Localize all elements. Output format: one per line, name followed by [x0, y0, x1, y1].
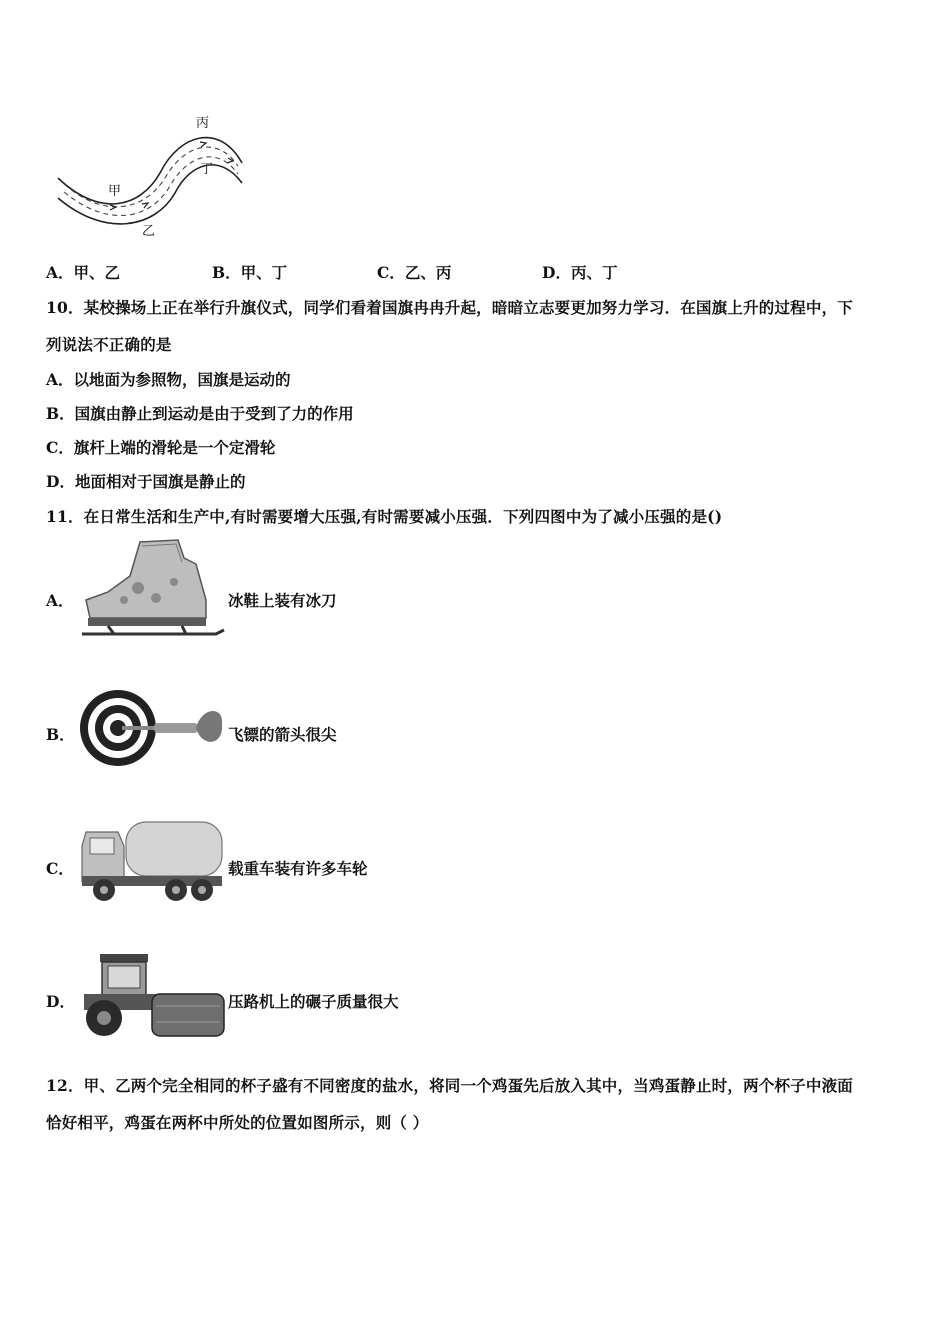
q9-option-a: [46, 261, 120, 283]
q11-option-d-letter: D．: [46, 992, 75, 1011]
figure-label-yi: 乙: [142, 224, 156, 239]
option-letter: C．: [377, 263, 405, 282]
tanker-truck-image: [78, 816, 226, 908]
option-letter: A．: [46, 263, 74, 282]
q10-option-c: C．旗杆上端的滑轮是一个定滑轮: [46, 438, 276, 457]
q10-stem-line1: 10．某校操场上正在举行升旗仪式，同学们看着国旗冉冉升起，暗暗立志要更加努力学习．在国旗上升的过程中，下: [46, 298, 853, 317]
dart-image: [78, 686, 226, 770]
road-roller-image: [78, 950, 226, 1040]
option-text: 乙、丙: [404, 263, 452, 282]
q12-stem-line1: 12．甲、乙两个完全相同的杯子盛有不同密度的盐水，将同一个鸡蛋先后放入其中，当鸡蛋静止时，两个杯子中液面: [46, 1076, 853, 1095]
q9-option-d: [542, 261, 617, 283]
q11-option-a-letter: A．: [46, 591, 74, 610]
ice-skate-image: [78, 538, 226, 644]
q9-option-b: [212, 261, 287, 283]
figure-label-jia: 甲: [108, 184, 122, 199]
q11-option-c-caption: 载重车装有许多车轮: [228, 859, 368, 878]
option-text: 甲、丁: [240, 263, 288, 282]
figure-label-ding: 丁: [200, 162, 214, 177]
river-flow-diagram: [50, 108, 250, 238]
option-letter: D．: [542, 263, 571, 282]
q12-stem-line2: 恰好相平，鸡蛋在两杯中所处的位置如图所示，则（ ）: [46, 1113, 429, 1132]
option-text: 甲、乙: [73, 263, 121, 282]
q9-option-c: [377, 261, 451, 283]
q11-option-b-letter: B．: [46, 725, 75, 744]
option-text: 丙、丁: [570, 263, 618, 282]
q11-option-b-caption: 飞镖的箭头很尖: [228, 725, 337, 744]
q10-option-a: A．以地面为参照物，国旗是运动的: [46, 370, 291, 389]
option-letter: B．: [212, 263, 241, 282]
q10-stem-line2: 列说法不正确的是: [46, 335, 172, 354]
q11-stem: 11．在日常生活和生产中,有时需要增大压强,有时需要减小压强．下列四图中为了减小压强的是(): [46, 507, 723, 526]
q10-option-d: D．地面相对于国旗是静止的: [46, 472, 246, 491]
q11-option-c-letter: C．: [46, 859, 74, 878]
figure-label-bing: 丙: [196, 116, 210, 131]
river-flow-figure: [50, 108, 250, 238]
q11-option-a-caption: 冰鞋上装有冰刀: [228, 591, 337, 610]
q10-option-b: B．国旗由静止到运动是由于受到了力的作用: [46, 404, 354, 423]
q11-option-d-caption: 压路机上的碾子质量很大: [228, 992, 399, 1011]
